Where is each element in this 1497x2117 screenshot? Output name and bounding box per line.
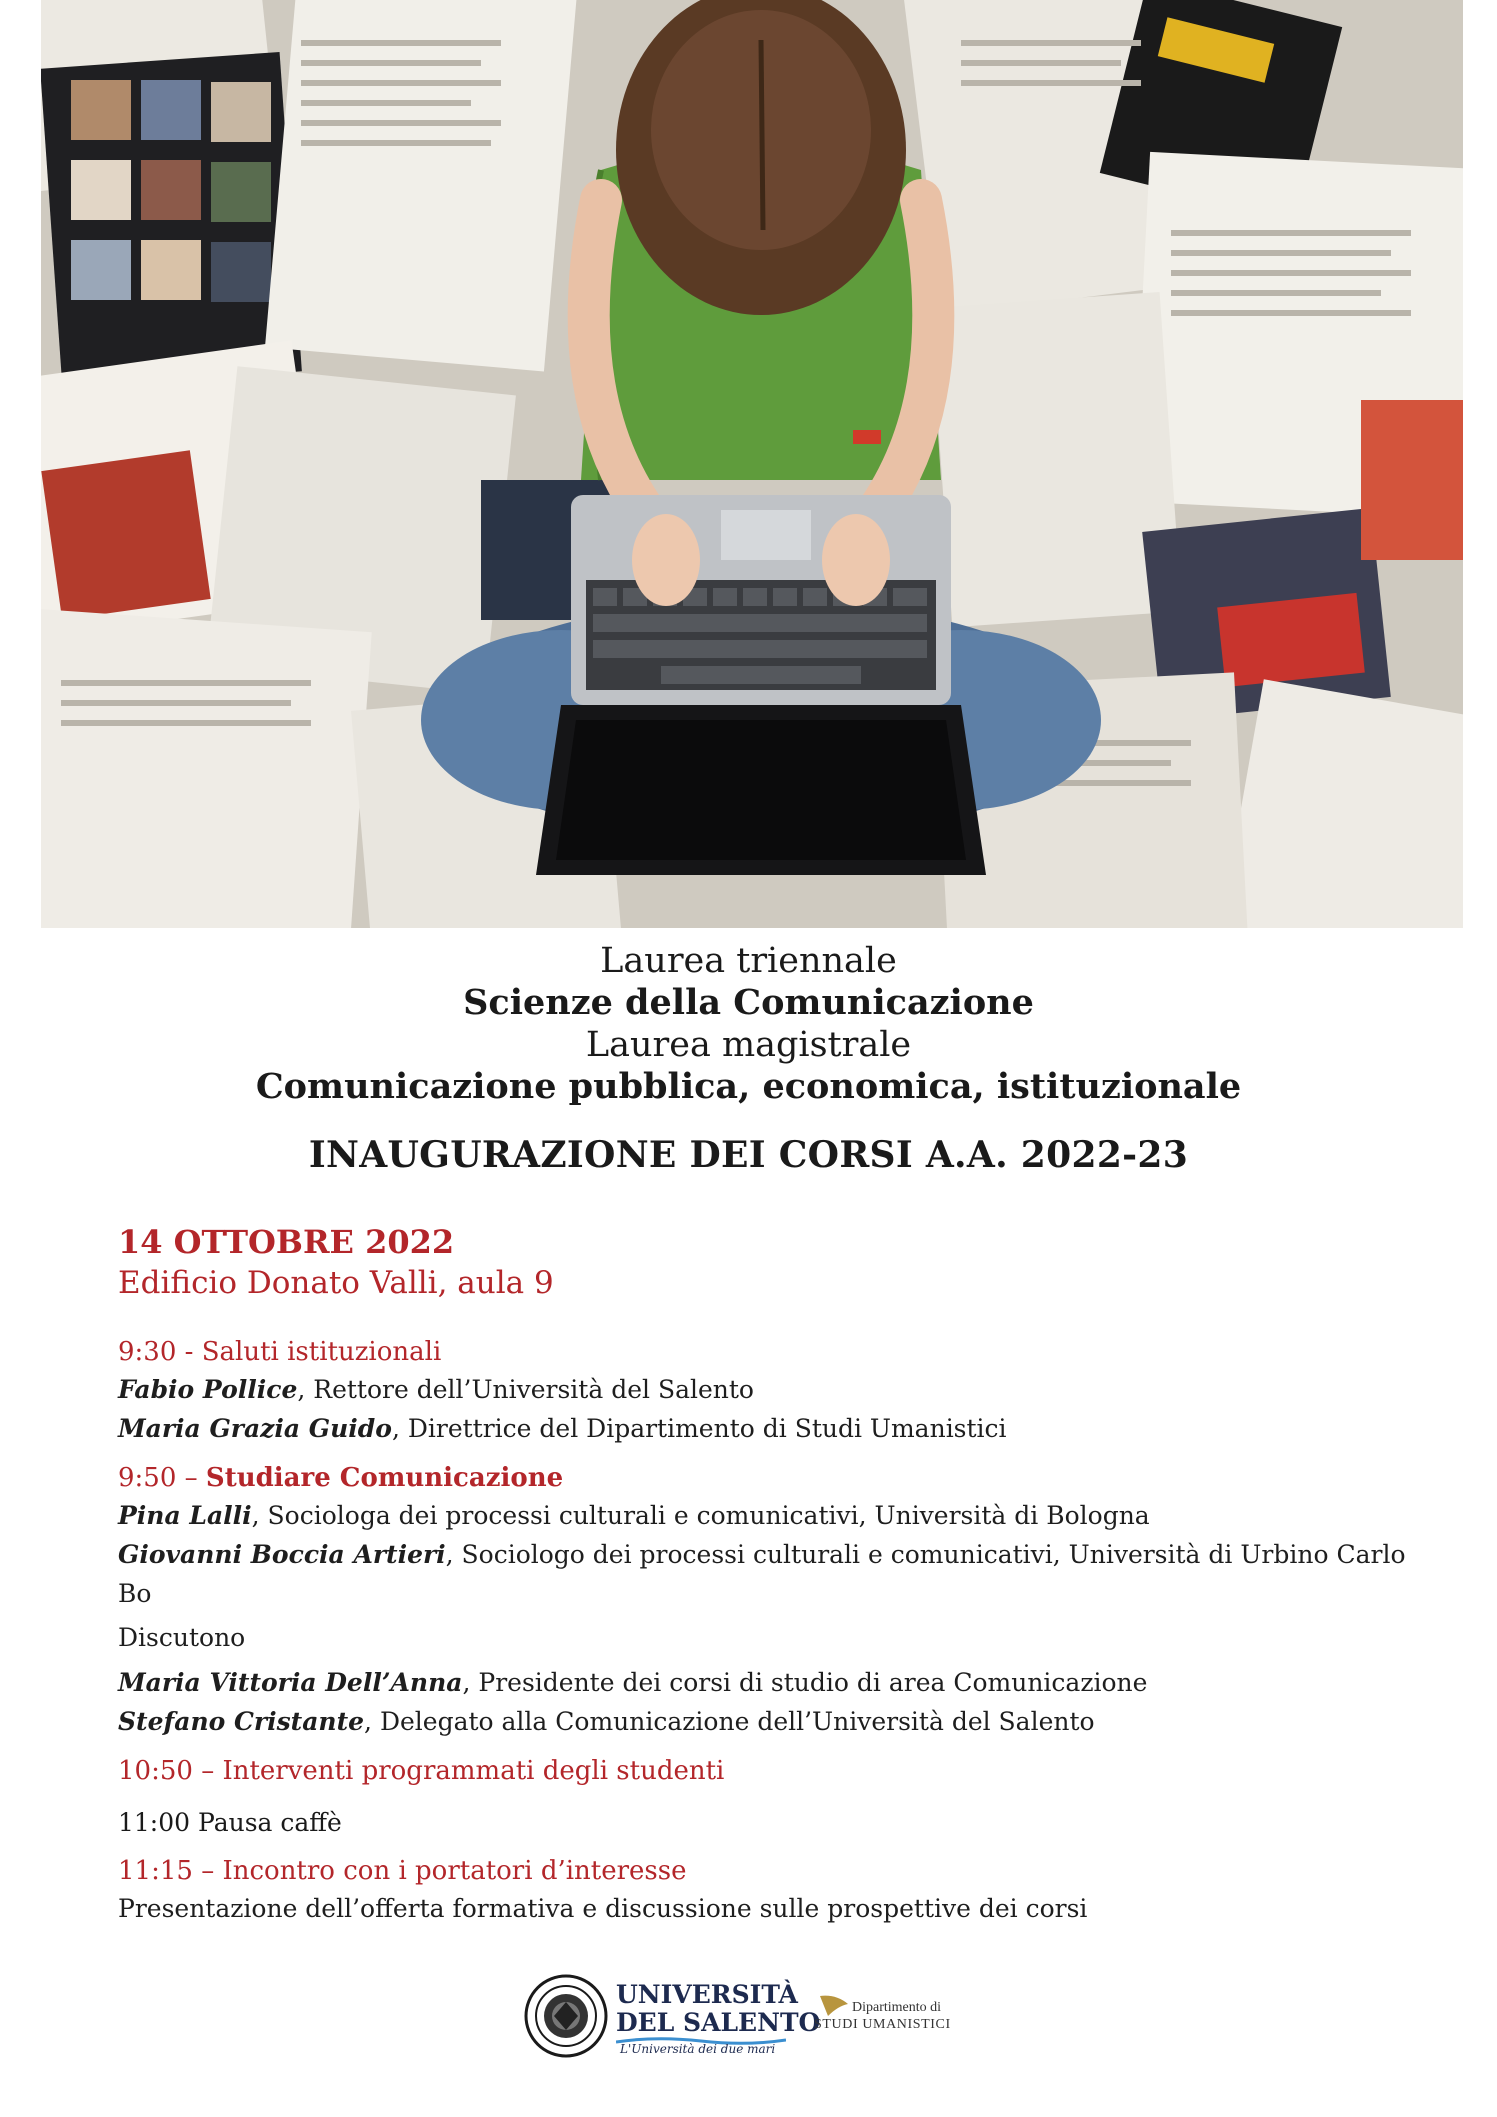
photo-student-laptop-newspapers [41, 0, 1463, 928]
department-logo-text: Dipartimento di STUDI UMANISTICI [814, 2000, 951, 2032]
university-motto: L'Università dei due mari [620, 2042, 776, 2056]
section-heading-saluti: 9:30 - Saluti istituzionali [118, 1337, 442, 1367]
speaker-row [118, 1702, 1418, 1741]
event-program [118, 1222, 1418, 1928]
footer-logos [524, 1974, 1044, 2074]
event-venue: Edificio Donato Valli, aula 9 [118, 1265, 554, 1301]
laptop [536, 495, 986, 875]
event-title: INAUGURAZIONE DEI CORSI A.A. 2022-23 [308, 1134, 1189, 1176]
speaker-role: , Delegato alla Comunicazione dell’Università del Salento [364, 1707, 1095, 1736]
section-time: 9:50 – [118, 1463, 206, 1493]
university-seal-icon [524, 1974, 608, 2058]
speaker-name: Stefano Cristante [118, 1707, 365, 1736]
speaker-name: Maria Vittoria Dell’Anna [118, 1668, 463, 1697]
speaker-row [118, 1663, 1418, 1702]
speaker-role: , Sociologo dei processi culturali e comunicativi, Università di Urbino Carlo Bo [118, 1540, 1406, 1608]
university-logo-text: UNIVERSITÀ DEL SALENTO [616, 1980, 821, 2037]
speaker-row [118, 1496, 1418, 1535]
speaker-name: Fabio Pollice [118, 1375, 298, 1404]
event-date: 14 OTTOBRE 2022 [118, 1223, 455, 1261]
speaker-role: , Presidente dei corsi di studio di area Comunicazione [462, 1668, 1148, 1697]
speaker-name: Pina Lalli [118, 1501, 252, 1530]
hero-photo [41, 0, 1463, 928]
section-description: Presentazione dell’offerta formativa e discussione sulle prospettive dei corsi [118, 1894, 1088, 1923]
section-heading-incontro: 11:15 – Incontro con i portatori d’interesse [118, 1856, 687, 1886]
speaker-row [118, 1409, 1418, 1448]
course-header [0, 940, 1497, 1176]
coffee-break: 11:00 Pausa caffè [118, 1808, 342, 1837]
degree-name-bachelor: Scienze della Comunicazione [463, 982, 1034, 1023]
speaker-role: , Rettore dell’Università del Salento [297, 1375, 754, 1404]
degree-name-master: Comunicazione pubblica, economica, istituzionale [255, 1066, 1242, 1107]
speaker-row [118, 1535, 1418, 1613]
section-heading-studiare [118, 1460, 1418, 1496]
speaker-role: , Direttrice del Dipartimento di Studi Umanistici [391, 1414, 1007, 1443]
section-title: Studiare Comunicazione [205, 1463, 564, 1493]
discussion-label: Discutono [118, 1623, 246, 1652]
degree-type-master: Laurea magistrale [585, 1025, 912, 1065]
speaker-name: Maria Grazia Guido [118, 1414, 392, 1443]
speaker-row [118, 1370, 1418, 1409]
speaker-role: , Sociologa dei processi culturali e comunicativi, Università di Bologna [251, 1501, 1150, 1530]
degree-type-bachelor: Laurea triennale [600, 941, 897, 981]
section-heading-studenti: 10:50 – Interventi programmati degli studenti [118, 1756, 725, 1786]
speaker-name: Giovanni Boccia Artieri [118, 1540, 446, 1569]
